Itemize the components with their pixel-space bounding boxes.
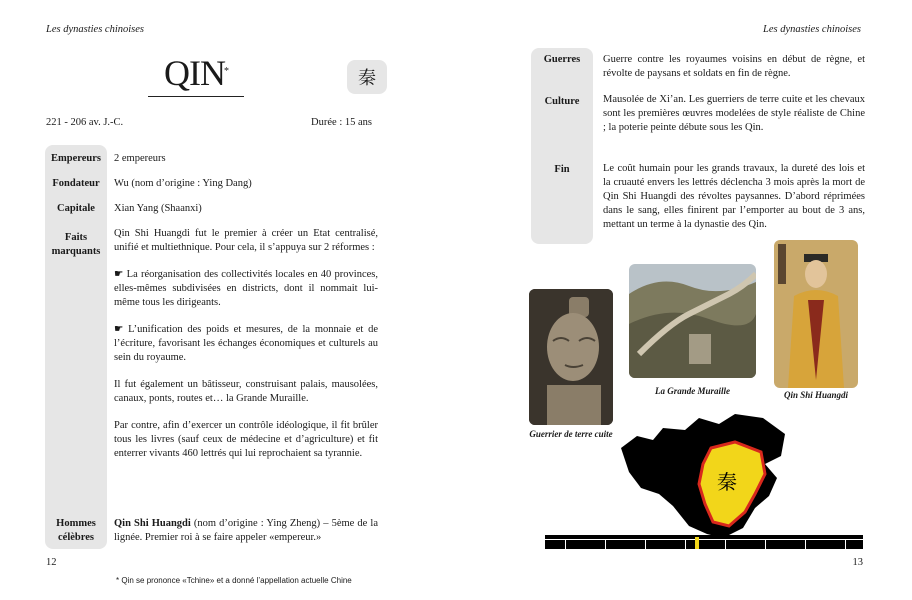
value-capitale: Xian Yang (Shaanxi) [114,203,202,214]
caption-emperor: Qin Shi Huangdi [783,390,849,400]
label-hommes-line2: célèbres [58,532,94,543]
faits-paragraph-4: Il fut également un bâtisseur, construisant palais, mausolées, canaux, ponts, routes et… la Grande Muraille. [114,379,378,404]
caption-great-wall: La Grande Muraille [654,386,730,396]
label-fin: Fin [554,164,570,175]
label-empereurs: Empereurs [51,153,101,164]
dynasty-dates: 221 - 206 av. J.-C. [46,117,124,128]
page-number-right: 13 [852,557,863,568]
caption-warrior: Guerrier de terre cuite [529,429,613,439]
faits-paragraph-2: ☛ La réorganisation des collectivités locales en 40 provinces, elles-mêmes subdivisées en districts, dont il nommait lui-même tous les dirigeants. [114,269,378,308]
label-column-right [531,48,593,244]
emperor-portrait-image [774,240,858,388]
running-head-right: Les dynasties chinoises [763,24,861,35]
map-qin-character: 秦 [717,470,737,494]
footnote [116,576,352,585]
label-hommes-line1: Hommes [56,518,96,529]
hommes-name: Qin Shi Huangdi [114,518,191,529]
footnote-text: Qin se prononce «Tchine» et a donné l’appellation actuelle Chine [121,576,352,585]
page-number-left: 12 [46,557,57,568]
value-guerres: Guerre contre les royaumes voisins en début de règne, et révolte de paysans et soldats en fin de règne. [603,54,865,79]
title-footnote-marker: * [224,66,229,77]
title-block [148,52,244,100]
value-culture: Mausolée de Xi’an. Les guerriers de terre cuite et les chevaux sont les premières œuvres modelées de style réaliste de Chine ; la poterie peinte débute sous les Qin. [603,94,865,133]
value-empereurs: 2 empereurs [114,153,166,164]
dynasty-duration: Durée : 15 ans [311,117,372,128]
label-culture: Culture [544,96,580,107]
faits-marquants-text [114,227,378,474]
running-head-left: Les dynasties chinoises [46,24,144,35]
label-guerres: Guerres [543,54,581,65]
hommes-description: (nom d’origine : Ying Zheng) – 5ème de la lignée. Premier roi à se faire appeler «empereur.» [114,518,379,543]
timeline-bar [545,535,863,549]
faits-paragraph-5: Par contre, afin d’exercer un contrôle idéologique, il fit brûler tous les livres (sauf ceux de médecine et d’agriculture) et fit enterrer vivants 460 lettrés qui lui reprochaient sa tyrannie. [114,420,378,459]
label-faits-line2: marquants [51,246,101,257]
footnote-marker: * [116,576,120,585]
faits-paragraph-3: ☛ L’unification des poids et mesures, de la monnaie et de l’écriture, favorisant les échanges économiques et culturels au sein du royaume. [114,324,378,363]
label-capitale: Capitale [57,203,95,214]
great-wall-image [629,264,756,378]
faits-paragraph-1: Qin Shi Huangdi fut le premier à créer un Etat centralisé, unifié et multiethnique. Pour cela, il s’appuya sur 2 réformes : [114,228,378,253]
label-faits-line1: Faits [64,232,88,243]
value-fin: Le coût humain pour les grands travaux, la dureté des lois et la cruauté envers les lettrés déclencha 3 mois après la mort de Qin Shi Huangdi des révoltes paysannes. D’abord réprimées dans le sang, elles finirent par l’emporter au bout de 3 ans, mettant un terme à la dynastie des Qin. [603,163,865,230]
label-hommes-celebres [45,517,107,545]
title-underline [148,96,244,97]
value-fondateur: Wu (nom d’origine : Ying Dang) [114,178,252,189]
value-hommes-celebres [114,517,378,545]
china-map [615,408,795,543]
page-title: QIN [164,53,225,93]
label-fondateur: Fondateur [52,178,100,189]
terracotta-warrior-image [529,289,613,425]
qin-character-badge: 秦 [347,60,387,94]
label-faits-marquants [45,231,107,259]
